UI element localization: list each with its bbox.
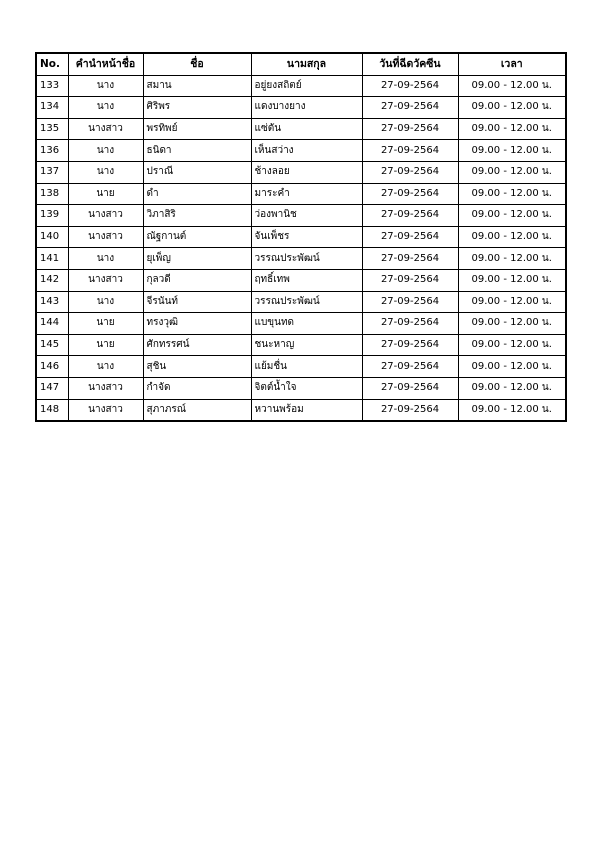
cell-prefix: นางสาว: [68, 399, 143, 421]
cell-first-name: กำจัด: [143, 377, 251, 399]
vaccination-roster-table: [35, 52, 567, 422]
cell-no: 135: [36, 118, 68, 140]
cell-last-name: ชนะหาญ: [251, 334, 362, 356]
table-row: [36, 75, 566, 97]
cell-first-name: สมาน: [143, 75, 251, 97]
cell-time: 09.00 - 12.00 น.: [458, 334, 566, 356]
cell-vaccination-date: 27-09-2564: [362, 226, 458, 248]
table-row: [36, 248, 566, 270]
cell-vaccination-date: 27-09-2564: [362, 140, 458, 162]
cell-vaccination-date: 27-09-2564: [362, 399, 458, 421]
cell-last-name: แดงบางยาง: [251, 97, 362, 119]
cell-prefix: นางสาว: [68, 269, 143, 291]
table-row: [36, 97, 566, 119]
cell-vaccination-date: 27-09-2564: [362, 118, 458, 140]
cell-last-name: หวานพร้อม: [251, 399, 362, 421]
cell-time: 09.00 - 12.00 น.: [458, 313, 566, 335]
cell-time: 09.00 - 12.00 น.: [458, 399, 566, 421]
cell-prefix: นาง: [68, 291, 143, 313]
cell-vaccination-date: 27-09-2564: [362, 377, 458, 399]
cell-first-name: พรทิพย์: [143, 118, 251, 140]
cell-time: 09.00 - 12.00 น.: [458, 291, 566, 313]
cell-time: 09.00 - 12.00 น.: [458, 161, 566, 183]
header-prefix: คำนำหน้าชื่อ: [68, 53, 143, 75]
table-header: [36, 53, 566, 75]
cell-last-name: ช้างลอย: [251, 161, 362, 183]
header-first-name: ชื่อ: [143, 53, 251, 75]
cell-vaccination-date: 27-09-2564: [362, 161, 458, 183]
table-row: [36, 205, 566, 227]
cell-last-name: แบขุนทด: [251, 313, 362, 335]
cell-prefix: นาย: [68, 313, 143, 335]
table-row: [36, 399, 566, 421]
cell-last-name: แย้มชื่น: [251, 356, 362, 378]
cell-no: 136: [36, 140, 68, 162]
cell-time: 09.00 - 12.00 น.: [458, 140, 566, 162]
cell-no: 134: [36, 97, 68, 119]
cell-time: 09.00 - 12.00 น.: [458, 377, 566, 399]
cell-prefix: นางสาว: [68, 205, 143, 227]
table-row: [36, 161, 566, 183]
cell-prefix: นาง: [68, 75, 143, 97]
cell-last-name: มาระคำ: [251, 183, 362, 205]
table-row: [36, 356, 566, 378]
cell-first-name: ศิริพร: [143, 97, 251, 119]
cell-first-name: ยุเพ็ญ: [143, 248, 251, 270]
cell-last-name: วรรณประพัฒน์: [251, 291, 362, 313]
cell-first-name: จีรนันท์: [143, 291, 251, 313]
cell-first-name: ทรงวุฒิ: [143, 313, 251, 335]
cell-prefix: นาง: [68, 97, 143, 119]
table-row: [36, 334, 566, 356]
table-row: [36, 269, 566, 291]
cell-no: 137: [36, 161, 68, 183]
cell-last-name: ฤทธิ์เทพ: [251, 269, 362, 291]
cell-no: 147: [36, 377, 68, 399]
cell-last-name: ว่องพานิช: [251, 205, 362, 227]
cell-first-name: สุชิน: [143, 356, 251, 378]
cell-no: 148: [36, 399, 68, 421]
table-row: [36, 118, 566, 140]
cell-vaccination-date: 27-09-2564: [362, 75, 458, 97]
cell-no: 145: [36, 334, 68, 356]
header-time: เวลา: [458, 53, 566, 75]
cell-vaccination-date: 27-09-2564: [362, 356, 458, 378]
cell-no: 139: [36, 205, 68, 227]
cell-vaccination-date: 27-09-2564: [362, 313, 458, 335]
table-row: [36, 291, 566, 313]
cell-prefix: นางสาว: [68, 226, 143, 248]
cell-no: 141: [36, 248, 68, 270]
cell-no: 143: [36, 291, 68, 313]
cell-first-name: ปราณี: [143, 161, 251, 183]
cell-vaccination-date: 27-09-2564: [362, 334, 458, 356]
cell-last-name: เห็นสว่าง: [251, 140, 362, 162]
cell-first-name: ศักทรรศน์: [143, 334, 251, 356]
cell-vaccination-date: 27-09-2564: [362, 97, 458, 119]
header-row: [36, 53, 566, 75]
cell-time: 09.00 - 12.00 น.: [458, 97, 566, 119]
cell-last-name: วรรณประพัฒน์: [251, 248, 362, 270]
table-row: [36, 313, 566, 335]
table-row: [36, 377, 566, 399]
table-body: [36, 75, 566, 421]
cell-prefix: นางสาว: [68, 118, 143, 140]
cell-prefix: นาง: [68, 140, 143, 162]
cell-time: 09.00 - 12.00 น.: [458, 226, 566, 248]
cell-time: 09.00 - 12.00 น.: [458, 269, 566, 291]
header-no: No.: [36, 53, 68, 75]
cell-vaccination-date: 27-09-2564: [362, 183, 458, 205]
cell-last-name: จันเพ็ชร: [251, 226, 362, 248]
cell-first-name: ณัฐกานต์: [143, 226, 251, 248]
cell-prefix: นาง: [68, 248, 143, 270]
cell-last-name: อยู่ยงสถิตย์: [251, 75, 362, 97]
cell-time: 09.00 - 12.00 น.: [458, 248, 566, 270]
cell-vaccination-date: 27-09-2564: [362, 248, 458, 270]
cell-prefix: นาย: [68, 183, 143, 205]
cell-first-name: สุภาภรณ์: [143, 399, 251, 421]
cell-time: 09.00 - 12.00 น.: [458, 356, 566, 378]
cell-vaccination-date: 27-09-2564: [362, 291, 458, 313]
cell-no: 138: [36, 183, 68, 205]
cell-no: 133: [36, 75, 68, 97]
cell-time: 09.00 - 12.00 น.: [458, 205, 566, 227]
cell-vaccination-date: 27-09-2564: [362, 269, 458, 291]
cell-first-name: กุลวดี: [143, 269, 251, 291]
cell-prefix: นางสาว: [68, 377, 143, 399]
cell-prefix: นาง: [68, 356, 143, 378]
cell-prefix: นาง: [68, 161, 143, 183]
cell-no: 142: [36, 269, 68, 291]
cell-first-name: วิภาสิริ: [143, 205, 251, 227]
cell-first-name: ดำ: [143, 183, 251, 205]
cell-no: 146: [36, 356, 68, 378]
cell-last-name: แซ่ตัน: [251, 118, 362, 140]
table-row: [36, 183, 566, 205]
cell-last-name: จิตต์น้ำใจ: [251, 377, 362, 399]
cell-time: 09.00 - 12.00 น.: [458, 118, 566, 140]
cell-no: 140: [36, 226, 68, 248]
header-last-name: นามสกุล: [251, 53, 362, 75]
cell-vaccination-date: 27-09-2564: [362, 205, 458, 227]
table-row: [36, 226, 566, 248]
cell-first-name: ธนิดา: [143, 140, 251, 162]
table-row: [36, 140, 566, 162]
cell-time: 09.00 - 12.00 น.: [458, 75, 566, 97]
cell-time: 09.00 - 12.00 น.: [458, 183, 566, 205]
cell-no: 144: [36, 313, 68, 335]
cell-prefix: นาย: [68, 334, 143, 356]
header-vaccination-date: วันที่ฉีดวัคซีน: [362, 53, 458, 75]
